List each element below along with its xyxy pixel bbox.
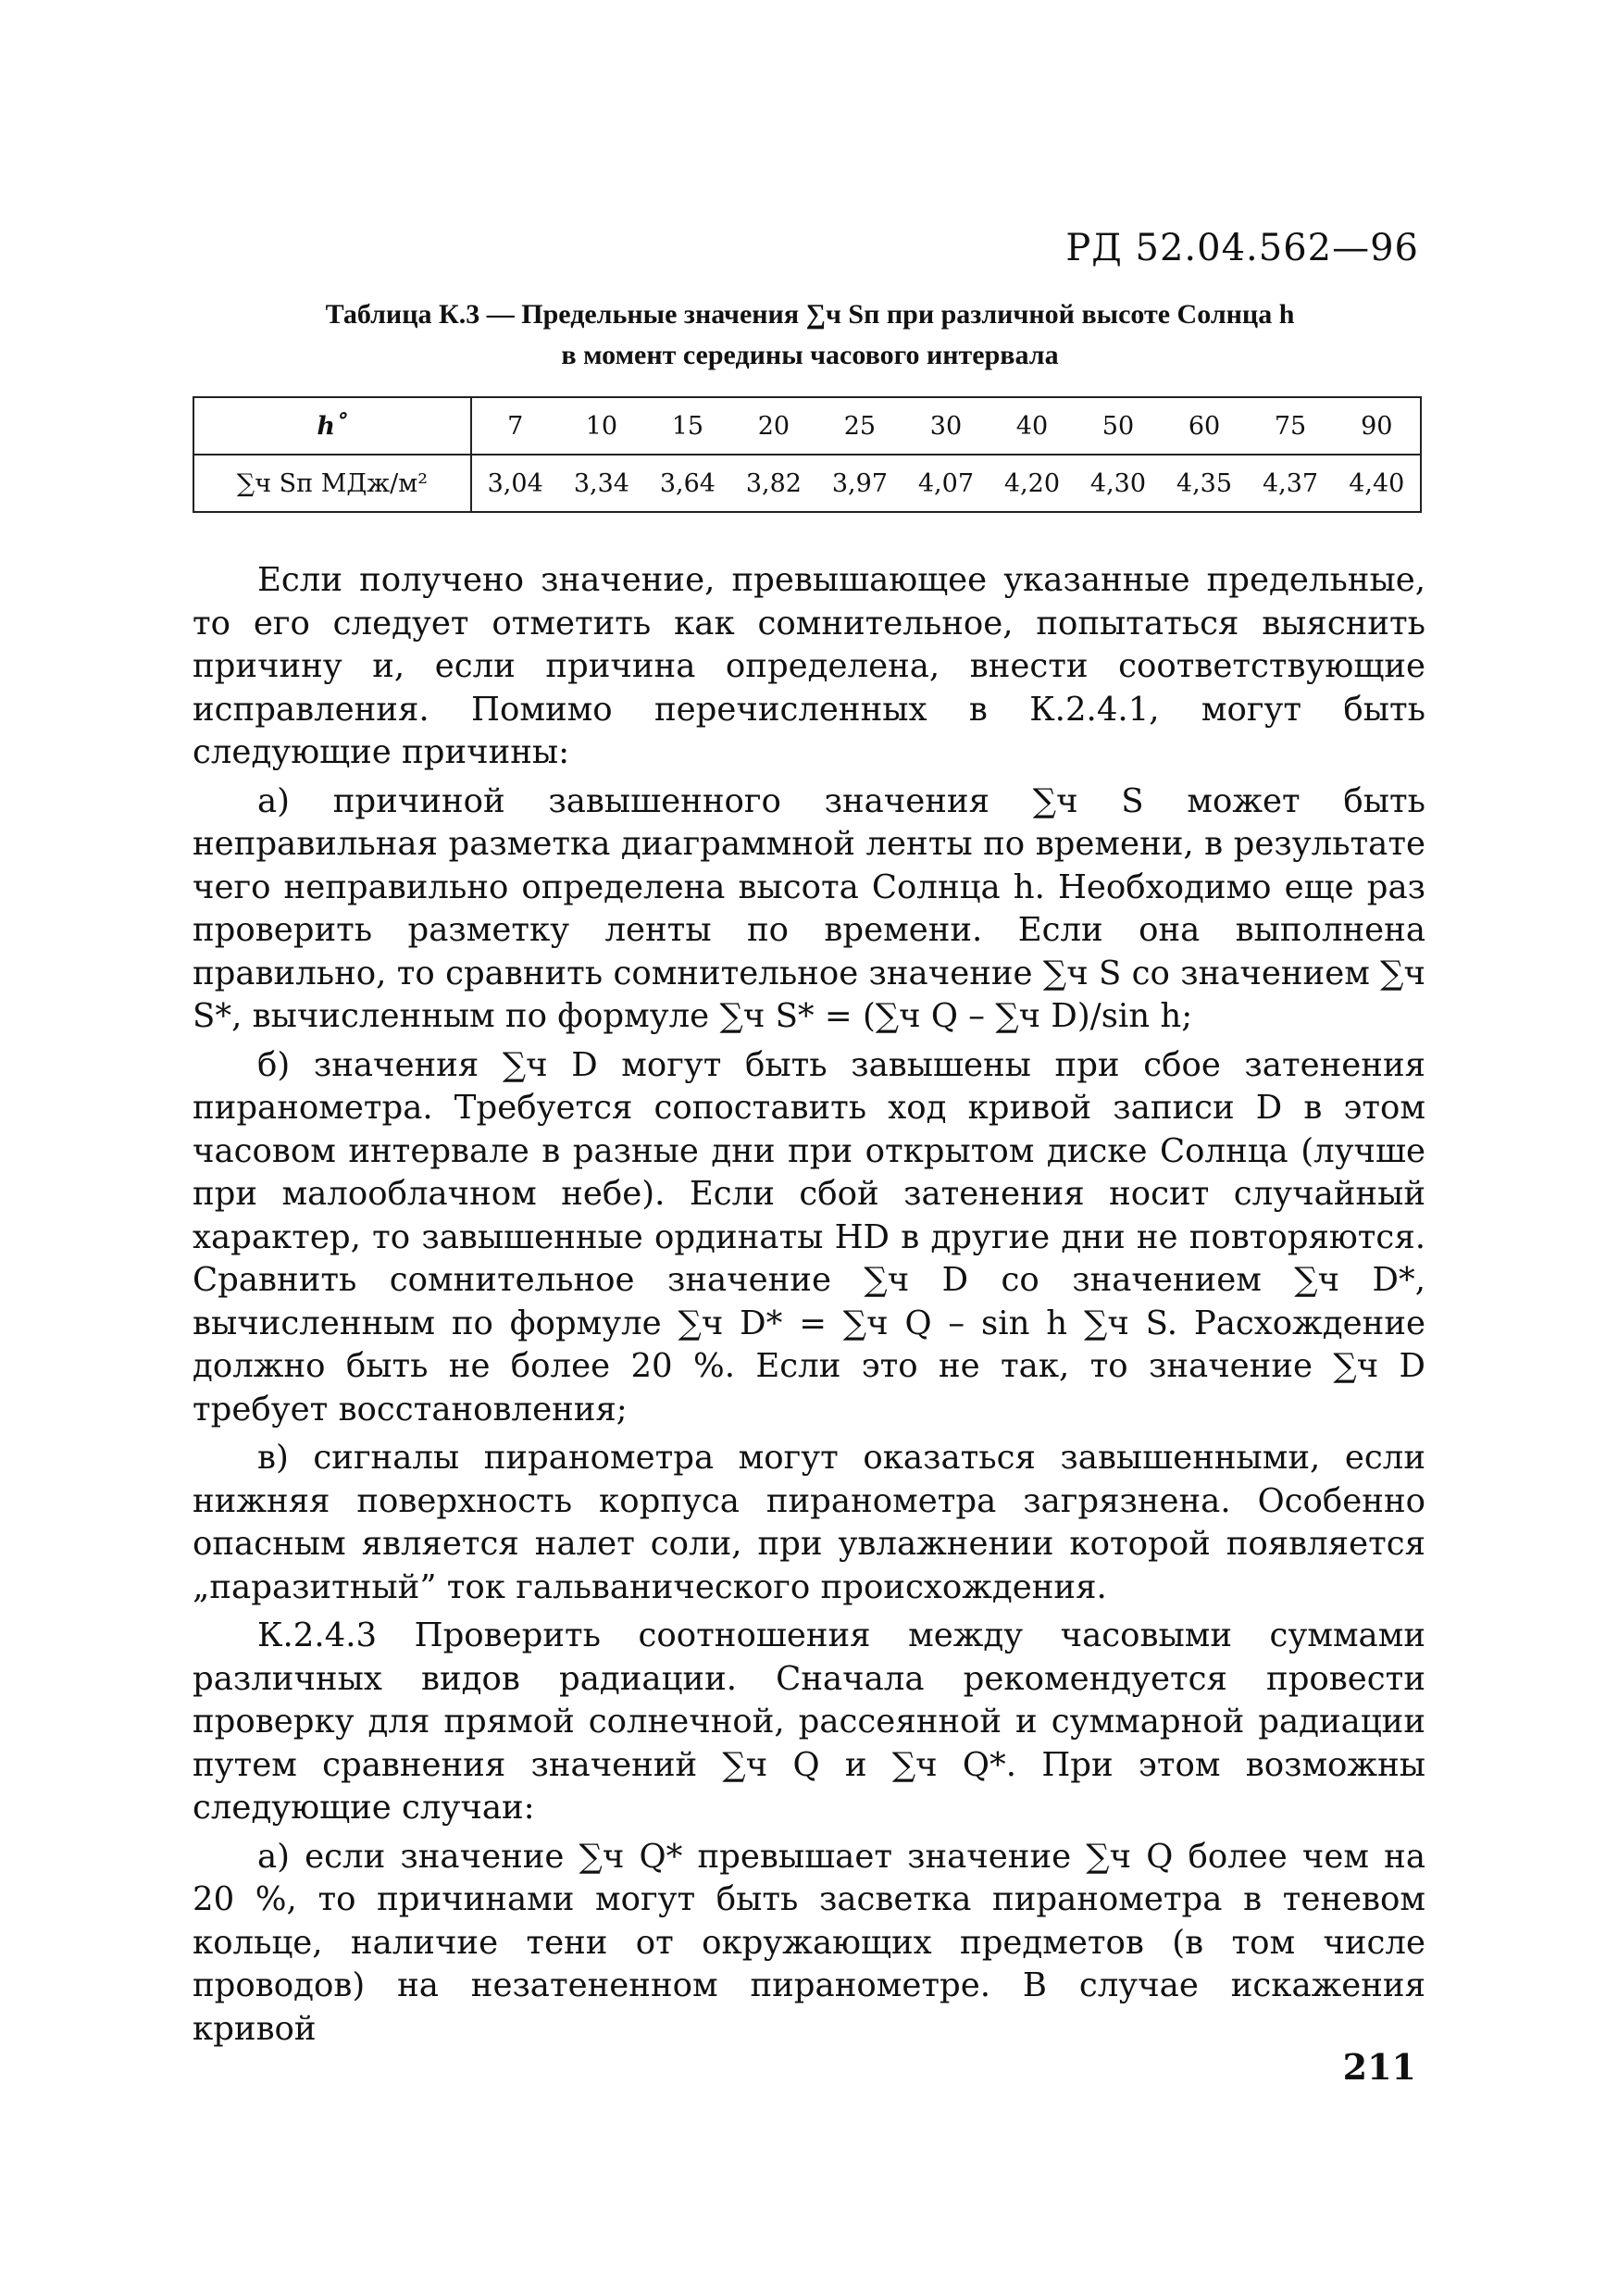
table-row-sum	[193, 455, 1421, 512]
paragraph-item-b: б) значения ∑ч D могут быть завышены при сбое затенения пиранометра. Требуется сопоставить ход кривой записи D в этом часовом интервале в разные дни при открытом диске Солнца (лучше при малооблачном небе). Если сбой затенения носит случайный характер, то завышенные ординаты HD в другие дни не повторяются. Сравнить сомнительное значение ∑ч D со значением ∑ч D*, вычисленным по формуле ∑ч D* = ∑ч Q – sin h ∑ч S. Расхождение должно быть не более 20 %. Если это не так, то значение ∑ч D требует восстановления;	[193, 1045, 1425, 1429]
table-cell: 90	[1334, 397, 1421, 455]
table-row-label-height: h˚	[193, 397, 471, 455]
paragraph-item-v: в) сигналы пиранометра могут оказаться завышенными, если нижняя поверхность корпуса пиранометра загрязнена. Особенно опасным является налет соли, при увлажнении которой появляется „паразитный” ток гальванического происхождения.	[193, 1439, 1425, 1606]
table-cell: 3,97	[816, 455, 902, 512]
paragraph-case-a: а) если значение ∑ч Q* превышает значение ∑ч Q более чем на 20 %, то причинами могут быть засветка пиранометра в теневом кольце, наличие тени от окружающих предметов (в том числе проводов) на незатененном пиранометре. В случае искажения кривой	[193, 1837, 1425, 2048]
paragraph-intro: Если получено значение, превышающее указанные предельные, то его следует отметить как сомнительное, попытаться выяснить причину и, если причина определена, внести соответствующие исправления. Помимо перечисленных в К.2.4.1, могут быть следующие причины:	[193, 561, 1425, 771]
table-cell: 20	[730, 397, 816, 455]
table-cell: 40	[989, 397, 1075, 455]
table-caption-line-2: в момент середины часового интервала	[561, 340, 1059, 370]
table-cell: 4,30	[1075, 455, 1161, 512]
table-caption-line-1: Таблица К.3 — Предельные значения ∑ч Sп при различной высоте Солнца h	[325, 299, 1295, 330]
document-code: РД 52.04.562—96	[1065, 227, 1419, 269]
table-cell: 4,07	[902, 455, 989, 512]
table-cell: 25	[816, 397, 902, 455]
table-cell: 10	[558, 397, 644, 455]
table-cell: 75	[1248, 397, 1334, 455]
table-cell: 4,35	[1161, 455, 1247, 512]
page-number: 211	[1342, 2046, 1416, 2088]
body-text	[193, 559, 1425, 2056]
table-row-height	[193, 397, 1421, 455]
table-cell: 4,20	[989, 455, 1075, 512]
table-cell: 4,40	[1334, 455, 1421, 512]
paragraph-section-k243: К.2.4.3 Проверить соотношения между часовыми суммами различных видов радиации. Сначала рекомендуется провести проверку для прямой солнечной, рассеянной и суммарной радиации путем сравнения значений ∑ч Q и ∑ч Q*. При этом возможны следующие случаи:	[193, 1616, 1425, 1827]
table-cell: 50	[1075, 397, 1161, 455]
table-cell: 15	[644, 397, 730, 455]
table-cell: 3,34	[558, 455, 644, 512]
table-row-label-sum: ∑ч Sп МДж/м²	[193, 455, 471, 512]
table-cell: 30	[902, 397, 989, 455]
table-cell: 3,82	[730, 455, 816, 512]
table-cell: 7	[471, 397, 558, 455]
paragraph-item-a: а) причиной завышенного значения ∑ч S может быть неправильная разметка диаграммной ленты по времени, в результате чего неправильно определена высота Солнца h. Необходимо еще раз проверить разметку ленты по времени. Если она выполнена правильно, то сравнить сомнительное значение ∑ч S со значением ∑ч S*, вычисленным по формуле ∑ч S* = (∑ч Q – ∑ч D)/sin h;	[193, 781, 1425, 1035]
table-cell: 4,37	[1248, 455, 1334, 512]
table-cell: 3,04	[471, 455, 558, 512]
table-caption	[185, 294, 1435, 376]
table-cell: 3,64	[644, 455, 730, 512]
limit-values-table	[193, 396, 1422, 513]
table-cell: 60	[1161, 397, 1247, 455]
